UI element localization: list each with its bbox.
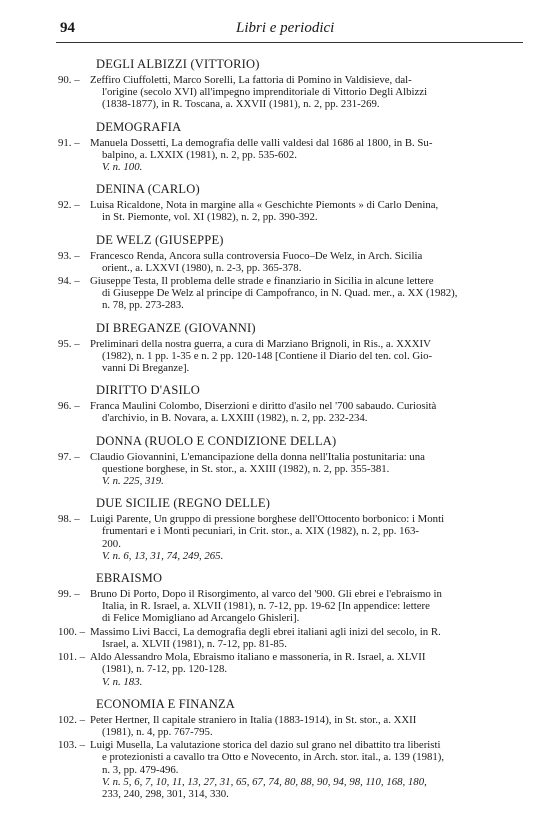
entry-line: d'archivio, in B. Novara, a. LXXIII (1982), n. 2, pp. 232-234.: [102, 412, 368, 425]
entry-number: 103. –: [58, 739, 85, 752]
entry-number: 100. –: [58, 625, 85, 638]
bibliography-entry: [56, 338, 524, 375]
subject-heading: ECONOMIA E FINANZA: [96, 696, 236, 711]
bibliography-entry: [56, 739, 524, 800]
page-number: 94: [60, 20, 75, 36]
cross-reference: V. n. 183.: [102, 675, 143, 688]
entry-line: (1981), n. 4, pp. 767-795.: [102, 725, 213, 738]
subject-section: [56, 120, 524, 174]
entry-line: Massimo Livi Bacci, La demografia degli ebrei italiani agli inizi del secolo, in R.: [90, 625, 441, 638]
bibliography-entry: [56, 74, 524, 111]
entry-number: 92. –: [58, 199, 80, 212]
subject-section: [56, 383, 524, 424]
bibliography-entry: [56, 400, 524, 424]
cross-reference: V. n. 6, 13, 31, 74, 249, 265.: [102, 549, 224, 562]
entry-line: (1838-1877), in R. Toscana, a. XXVII (1981), n. 2, pp. 231-269.: [102, 98, 380, 111]
page-header: [60, 20, 523, 40]
bibliography-entry: [56, 199, 524, 223]
entry-line: balpino, a. LXXIX (1981), n. 2, pp. 535-602.: [102, 148, 297, 161]
entry-line: Franca Maulini Colombo, Diserzioni e diritto d'asilo nel '700 sabaudo. Curiosità: [90, 400, 437, 413]
entry-number: 99. –: [58, 588, 80, 601]
bibliography-entry: [56, 275, 524, 312]
subject-section: [56, 321, 524, 375]
subject-section: [56, 182, 524, 223]
entry-number: 101. –: [58, 651, 85, 664]
entry-line: n. 78, pp. 273-283.: [102, 299, 184, 312]
running-head: Libri e periodici: [236, 20, 335, 36]
bibliography-entry: [56, 714, 524, 738]
entry-number: 98. –: [58, 513, 80, 526]
subject-heading: EBRAISMO: [96, 571, 163, 586]
entry-number: 94. –: [58, 275, 80, 288]
entry-line: di Giuseppe De Welz al principe di Campofranco, in N. Quad. mer., a. XX (1982),: [102, 287, 458, 300]
entry-number: 91. –: [58, 136, 80, 149]
entry-line: Israel, a. XLVII (1981), n. 7-12, pp. 81-85.: [102, 637, 287, 650]
entry-line: vanni Di Breganze].: [102, 362, 190, 375]
entry-line: Aldo Alessandro Mola, Ebraismo italiano e massoneria, in R. Israel, a. XLVII: [90, 651, 426, 664]
bibliography-content: [56, 57, 524, 800]
entry-line: Bruno Di Porto, Dopo il Risorgimento, al varco del '900. Gli ebrei e l'ebraismo in: [90, 588, 442, 601]
bibliography-entry: [56, 588, 524, 625]
entry-line: di Felice Momigliano ad Arcangelo Ghisleri].: [102, 612, 300, 625]
bibliography-entry: [56, 513, 524, 562]
entry-line: frumentari e i Monti pecuniari, in Crit. stor., a. XIX (1982), n. 2, pp. 163-: [102, 525, 419, 538]
entry-line: Zeffiro Ciuffoletti, Marco Sorelli, La fattoria di Pomino in Valdisieve, dal-: [90, 74, 412, 86]
entry-number: 96. –: [58, 400, 80, 413]
bibliography-entry: [56, 651, 524, 688]
entry-number: 95. –: [58, 337, 80, 350]
subject-heading: DIRITTO D'ASILO: [96, 383, 200, 398]
entry-number: 97. –: [58, 450, 80, 463]
entry-number: 102. –: [58, 713, 85, 726]
subject-section: [56, 571, 524, 688]
subject-heading: DONNA (RUOLO E CONDIZIONE DELLA): [96, 433, 337, 448]
subject-section: [56, 697, 524, 800]
subject-heading: DE WELZ (GIUSEPPE): [96, 232, 224, 247]
subject-heading: DUE SICILIE (REGNO DELLE): [96, 496, 271, 511]
bibliography-entry: [56, 250, 524, 274]
subject-heading: DI BREGANZE (GIOVANNI): [96, 320, 256, 335]
subject-heading: DEMOGRAFIA: [96, 119, 182, 134]
entry-line: orient., a. LXXVI (1980), n. 2-3, pp. 365-378.: [102, 261, 302, 274]
entry-line: 233, 240, 298, 301, 314, 330.: [102, 787, 229, 800]
entry-line: Preliminari della nostra guerra, a cura di Marziano Brignoli, in Ris., a. XXXIV: [90, 337, 431, 350]
cross-reference: V. n. 225, 319.: [102, 475, 164, 488]
entry-line: Giuseppe Testa, Il problema delle strade e finanziario in Sicilia in alcune lettere: [90, 275, 434, 288]
entry-line: Manuela Dossetti, La demografia delle valli valdesi dal 1686 al 1800, in B. Su-: [90, 136, 433, 149]
entry-line: n. 3, pp. 479-496.: [102, 763, 179, 776]
entry-line: (1982), n. 1 pp. 1-35 e n. 2 pp. 120-148 [Contiene il Diario del ten. col. Gio-: [102, 349, 433, 362]
entry-line: (1981), n. 7-12, pp. 120-128.: [102, 663, 228, 676]
cross-reference: V. n. 100.: [102, 161, 143, 174]
subject-heading: DENINA (CARLO): [96, 182, 200, 197]
subject-section: [56, 57, 524, 111]
entry-line: questione borghese, in St. stor., a. XXIII (1982), n. 2, pp. 355-381.: [102, 462, 390, 475]
entry-number: 90. –: [58, 74, 80, 86]
subject-section: [56, 434, 524, 488]
subject-heading: DEGLI ALBIZZI (VITTORIO): [96, 57, 260, 71]
bibliography-entry: [56, 626, 524, 650]
subject-section: [56, 233, 524, 312]
entry-line: Claudio Giovannini, L'emancipazione della donna nell'Italia postunitaria: una: [90, 450, 425, 463]
entry-line: 200.: [102, 537, 121, 550]
entry-line: Francesco Renda, Ancora sulla controversia Fuoco–De Welz, in Arch. Sicilia: [90, 249, 423, 262]
entry-line: e protezionisti a cavallo tra Otto e Novecento, in Arch. stor. ital., a. 139 (1981),: [102, 751, 445, 764]
entry-number: 93. –: [58, 249, 80, 262]
entry-line: Luisa Ricaldone, Nota in margine alla « Geschichte Piemonts » di Carlo Denina,: [90, 199, 439, 212]
bibliography-entry: [56, 451, 524, 488]
header-rule: [56, 42, 523, 43]
entry-line: Luigi Musella, La valutazione storica del dazio sul grano nel dibattito tra liberisti: [90, 739, 441, 752]
cross-reference: V. n. 5, 6, 7, 10, 11, 13, 27, 31, 65, 67, 74, 80, 88, 90, 94, 98, 110, 168, 180,: [102, 775, 427, 788]
entry-line: Italia, in R. Israel, a. XLVII (1981), n. 7-12, pp. 19-62 [In appendice: lettere: [102, 600, 430, 613]
subject-section: [56, 496, 524, 562]
entry-line: in St. Piemonte, vol. XI (1982), n. 2, pp. 390-392.: [102, 211, 318, 224]
entry-line: l'origine (secolo XVI) all'impegno imprenditoriale di Vittorio Degli Albizzi: [102, 86, 428, 99]
entry-line: Luigi Parente, Un gruppo di pressione borghese dell'Ottocento borbonico: i Monti: [90, 513, 445, 526]
bibliography-entry: [56, 137, 524, 174]
entry-line: Peter Hertner, Il capitale straniero in Italia (1883-1914), in St. stor., a. XXII: [90, 713, 417, 726]
